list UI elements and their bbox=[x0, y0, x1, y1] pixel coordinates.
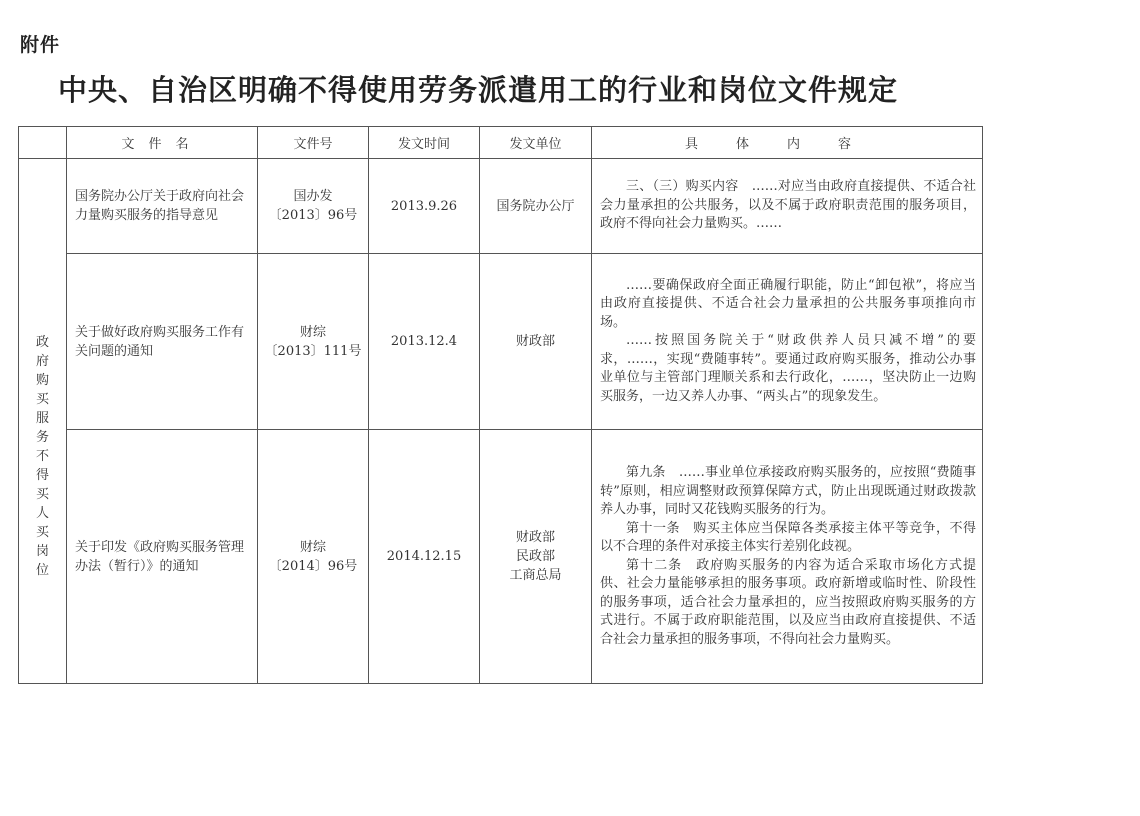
file-name-cell: 关于做好政府购买服务工作有关问题的通知 bbox=[67, 254, 258, 430]
content-paragraph: ……按照国务院关于“财政供养人员只减不增”的要求，……，实现“费随事转”。要通过政府购买服务，推动公办事业单位与主管部门理顺关系和去行政化，……，坚决防止一边购买服务，一边又养人办事、“两头占”的现象发生。 bbox=[600, 333, 976, 404]
header-content: 具体内容 bbox=[592, 127, 983, 159]
content-paragraph: 第十二条 政府购买服务的内容为适合采取市场化方式提供、社会力量能够承担的服务事项。政府新增或临时性、阶段性的服务事项，适合社会力量承担的，应当按照政府购买服务的方式进行。不属于政府职能范围，以及应当由政府直接提供、不适合社会力量承担的服务事项，不得向社会力量购买。 bbox=[600, 557, 976, 647]
header-issuer: 发文单位 bbox=[480, 127, 592, 159]
content-cell bbox=[592, 254, 983, 430]
table-row bbox=[19, 430, 983, 684]
header-category bbox=[19, 127, 67, 159]
table-row bbox=[19, 254, 983, 430]
file-name-cell: 国务院办公厅关于政府向社会力量购买服务的指导意见 bbox=[67, 159, 258, 254]
issue-date-cell: 2013.9.26 bbox=[369, 159, 480, 254]
header-file-no: 文件号 bbox=[258, 127, 369, 159]
file-no-line: 国办发 bbox=[293, 189, 333, 204]
category-cell bbox=[19, 159, 67, 684]
issuer-line: 财政部 bbox=[515, 334, 555, 349]
issue-date-cell: 2013.12.4 bbox=[369, 254, 480, 430]
issuer-cell bbox=[480, 254, 592, 430]
file-no-line: 〔2013〕96号 bbox=[268, 208, 358, 223]
content-paragraph: 第九条 ……事业单位承接政府购买服务的，应按照“费随事转”原则，相应调整财政预算保障方式，防止出现既通过财政拨款养人办事，同时又花钱购买服务的行为。 bbox=[600, 465, 976, 517]
content-paragraph: 三、（三）购买内容 ……对应当由政府直接提供、不适合社会力量承担的公共服务，以及不属于政府职责范围的服务项目，政府不得向社会力量购买。…… bbox=[600, 179, 976, 232]
file-no-line: 〔2014〕96号 bbox=[268, 558, 358, 574]
content-cell bbox=[592, 430, 983, 684]
header-issue-date: 发文时间 bbox=[369, 127, 480, 159]
category-label: 政府购买服务不得买人买岗位 bbox=[35, 334, 49, 578]
header-file-name: 文件名 bbox=[67, 127, 258, 159]
content-paragraph: 第十一条 购买主体应当保障各类承接主体平等竞争，不得以不合理的条件对承接主体实行差别化歧视。 bbox=[600, 520, 976, 554]
file-no-cell bbox=[258, 254, 369, 430]
file-no-line: 财综 bbox=[299, 324, 326, 340]
page-title: 中央、自治区明确不得使用劳务派遣用工的行业和岗位文件规定 bbox=[58, 73, 899, 107]
file-no-line: 财综 bbox=[299, 539, 326, 555]
attachment-label: 附件 bbox=[20, 34, 61, 56]
file-no-cell bbox=[258, 430, 369, 684]
regulation-table bbox=[18, 126, 983, 684]
issuer-line: 财政部 bbox=[515, 530, 555, 545]
issuer-line: 国务院办公厅 bbox=[496, 198, 575, 214]
issuer-cell bbox=[480, 159, 592, 254]
issuer-cell bbox=[480, 430, 592, 684]
file-no-line: 〔2013〕111号 bbox=[264, 343, 362, 359]
file-no-cell bbox=[258, 159, 369, 254]
file-name-cell: 关于印发《政府购买服务管理办法（暂行）》的通知 bbox=[67, 430, 258, 684]
table-header-row bbox=[19, 127, 983, 159]
issuer-line: 工商总局 bbox=[509, 568, 562, 583]
issuer-line: 民政部 bbox=[515, 549, 555, 564]
content-cell bbox=[592, 159, 983, 254]
issue-date-cell: 2014.12.15 bbox=[369, 430, 480, 684]
table-row bbox=[19, 159, 983, 254]
content-paragraph: ……要确保政府全面正确履行职能，防止“卸包袱”，将应当由政府直接提供、不适合社会力量承担的公共服务事项推向市场。 bbox=[600, 277, 976, 330]
